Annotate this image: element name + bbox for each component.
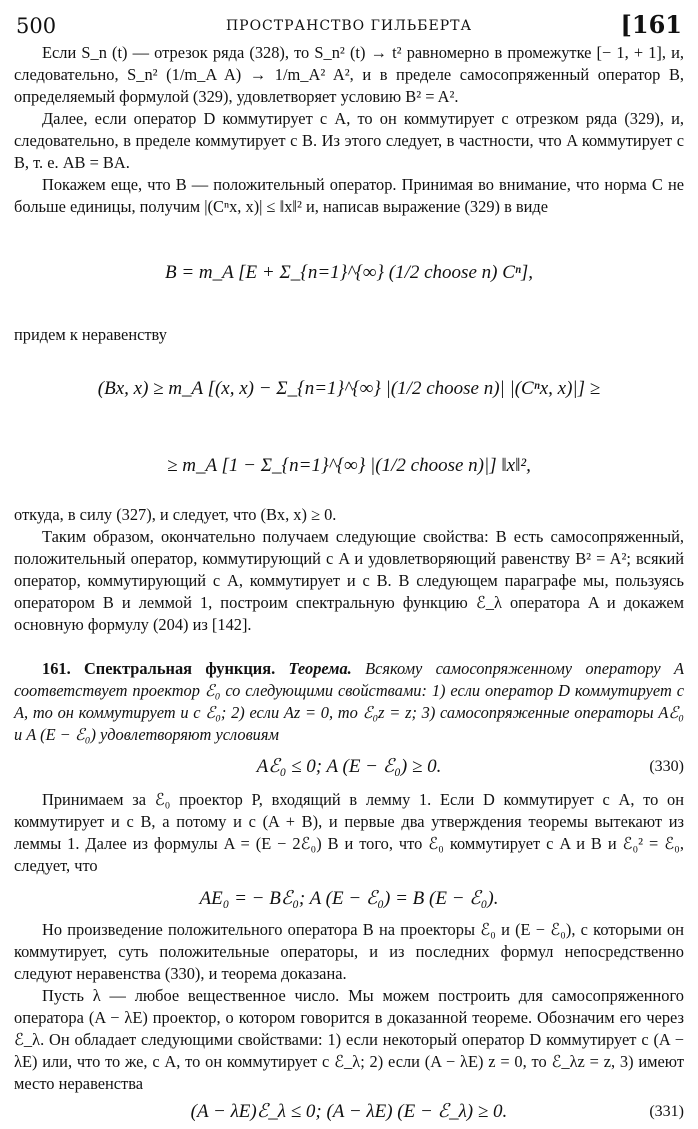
paragraph-3: Покажем еще, что B — положительный оператор. Принимая во внимание, что норма C не больше единицы, получим |(Cⁿx, x)| ≤ ‖x‖² и, написав выражение (329) в виде (14, 175, 684, 216)
equation-331-number: (331) (649, 1103, 684, 1120)
equation-ae: AE₀ = − Bℰ₀; A (E − ℰ₀) = B (E − ℰ₀). (199, 888, 499, 909)
theorem-statement: Всякому самосопряженному оператору A соответствует проектор ℰ₀ со следующими свойствами: 1) если оператор D коммутирует с A, то он коммутирует и с ℰ₀; 2) если Az = 0, то ℰ₀z = z; 3) самосопряженные операторы Aℰ₀ и A (E − ℰ₀) удовлетворяют условиям (14, 659, 684, 744)
equation-331 (14, 1095, 684, 1129)
paragraph-1: Если S_n (t) — отрезок ряда (328), то S_n² (t) → t² равномерно в промежутке [− 1, + 1], и, следовательно, S_n² (1/m_A A) → 1/m_A² A², и в пределе самосопряженный оператор B, определяемый формулой (329), удовлетворяет условию B² = A². (14, 43, 684, 106)
equation-b-series: B = m_A [E + Σ_{n=1}^{∞} (1/2 choose n) Cⁿ], (164, 262, 534, 283)
equation-inequality-1: (Bx, x) ≥ m_A [(x, x) − Σ_{n=1}^{∞} |(1/2 choose n)| |(Cⁿx, x)|] ≥ (97, 378, 601, 399)
paragraph-5: откуда, в силу (327), и следует, что (Bx, x) ≥ 0. (14, 505, 337, 524)
equation-330-number: (330) (649, 758, 684, 775)
paragraph-10: Пусть λ — любое вещественное число. Мы можем построить для самосопряженного оператора (A − λE) проектор, о котором говорится в доказанной теореме. Обозначим его через ℰ_λ. Он обладает следующими свойствами: 1) если некоторый оператор D коммутирует с (A − λE) или, что то же, с A, то он коммутирует с ℰ_λ; 2) если (A − λE) z = 0, то ℰ_λz = z, 3) имеют место неравенства (14, 986, 684, 1093)
book-page (14, 8, 684, 1129)
page-header (14, 8, 684, 42)
section-title: 161. Спектральная функция. (42, 659, 276, 678)
running-title: ПРОСТРАНСТВО ГИЛЬБЕРТА (225, 18, 473, 34)
paragraph-4: придем к неравенству (14, 325, 167, 344)
paragraph-6: Таким образом, окончательно получаем следующие свойства: B есть самосопряженный, положительный оператор, коммутирующий с A и удовлетворяющий равенству B² = A²; всякий оператор, коммутирующий с A, коммутирует и с B. В следующем параграфе мы, пользуясь оператором B и леммой 1, построим спектральную функцию ℰ_λ оператора A и докажем основную формулу (204) из [142]. (14, 527, 684, 634)
section-marker: [161 (620, 10, 682, 39)
theorem-label: Теорема. (288, 659, 352, 678)
section-161-theorem (14, 658, 684, 746)
paragraph-9: Но произведение положительного оператора B на проекторы ℰ₀ и (E − ℰ₀), с которыми он коммутирует, суть положительные операторы, и из последних формул непосредственно следуют неравенства (330), и теорема доказана. (14, 920, 684, 983)
equation-330-body: Aℰ₀ ≤ 0; A (E − ℰ₀) ≥ 0. (256, 756, 442, 777)
equation-331-body: (A − λE)ℰ_λ ≤ 0; (A − λE) (E − ℰ_λ) ≥ 0. (190, 1101, 508, 1122)
paragraph-8: Принимаем за ℰ₀ проектор P, входящий в лемму 1. Если D коммутирует с A, то он коммутирует и с B, а потому и с (A + B), и первые два утверждения теоремы вытекают из леммы 1. Далее из формулы A = (E − 2ℰ₀) B и того, что ℰ₀ коммутирует с A и B и ℰ₀² = ℰ₀, следует, что (14, 790, 684, 875)
equation-330 (14, 750, 684, 784)
paragraph-2: Далее, если оператор D коммутирует с A, то он коммутирует с отрезком ряда (329), и, следовательно, в пределе коммутирует с B. Из этого следует, в частности, что A коммутирует с B, т. е. AB = BA. (14, 109, 684, 172)
page-number: 500 (16, 14, 57, 38)
equation-inequality-2: ≥ m_A [1 − Σ_{n=1}^{∞} |(1/2 choose n)|] ‖x‖², (167, 455, 531, 476)
